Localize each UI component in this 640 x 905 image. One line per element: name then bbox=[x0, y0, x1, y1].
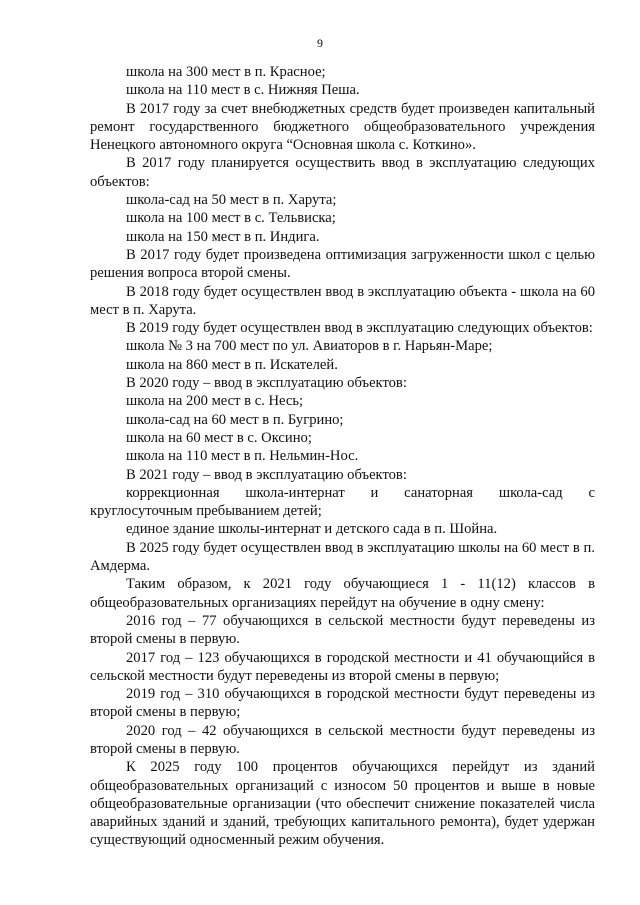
list-item: школа на 860 мест в п. Искателей. bbox=[126, 356, 338, 373]
list-item: школа на 100 мест в с. Тельвиска; bbox=[126, 210, 336, 227]
list-item: школа на 110 мест в с. Нижняя Пеша. bbox=[126, 82, 360, 99]
list-item: школа на 150 мест в п. Индига. bbox=[126, 228, 320, 245]
list-item: единое здание школы-интернат и детского сада в п. Шойна. bbox=[126, 521, 498, 538]
document-body bbox=[90, 63, 595, 850]
paragraph: В 2017 году планируется осуществить ввод в эксплуатацию следующих объектов: bbox=[90, 155, 595, 190]
list-item: школа-сад на 60 мест в п. Бугрино; bbox=[126, 411, 344, 428]
list-item: школа № 3 на 700 мест по ул. Авиаторов в г. Нарьян-Маре; bbox=[126, 338, 493, 355]
list-item: школа на 200 мест в с. Несь; bbox=[126, 393, 304, 410]
list-item: школа на 60 мест в с. Оксино; bbox=[126, 429, 312, 446]
list-item: школа на 300 мест в п. Красное; bbox=[126, 64, 326, 80]
list-item: школа-сад на 50 мест в п. Харута; bbox=[126, 192, 337, 209]
paragraph: 2020 год – 42 обучающихся в сельской местности будут переведены из второй смены в первую. bbox=[90, 722, 595, 757]
list-heading: В 2021 году – ввод в эксплуатацию объектов: bbox=[126, 466, 407, 483]
list-item-continuation: круглосуточным пребыванием детей; bbox=[90, 503, 322, 520]
paragraph: В 2019 году будет осуществлен ввод в эксплуатацию следующих объектов: bbox=[126, 320, 593, 337]
paragraph: Таким образом, к 2021 году обучающиеся 1 - 11(12) классов в общеобразовательных организациях перейдут на обучение в одну смену: bbox=[90, 576, 595, 611]
list-heading: В 2020 году – ввод в эксплуатацию объектов: bbox=[126, 375, 407, 392]
paragraph: В 2025 году будет осуществлен ввод в эксплуатацию школы на 60 мест в п. Амдерма. bbox=[90, 539, 595, 575]
list-item: школа на 110 мест в п. Нельмин-Нос. bbox=[126, 448, 359, 465]
paragraph: В 2018 году будет осуществлен ввод в эксплуатацию объекта - школа на 60 мест в п. Харута. bbox=[90, 283, 595, 318]
paragraph: В 2017 году будет произведена оптимизация загруженности школ с целью решения вопроса второй смены. bbox=[90, 246, 595, 282]
list-item: коррекционная школа-интернат и санаторная школа-сад с bbox=[126, 484, 595, 501]
paragraph: К 2025 году 100 процентов обучающихся перейдут из зданий общеобразовательных организаций с износом 50 процентов и выше в новые общеобразовательные организации (что обеспечит снижение показателей числа аварийных зданий и зданий, требующих капитального ремонта), будет удержан существующий односменный режим обучения. bbox=[90, 759, 595, 849]
paragraph: 2017 год – 123 обучающихся в городской местности и 41 обучающийся в сельской местности будут переведены из второй смены в первую; bbox=[90, 649, 595, 684]
paragraph: 2016 год – 77 обучающихся в сельской местности будут переведены из второй смены в первую. bbox=[90, 612, 595, 648]
page-number: 9 bbox=[317, 36, 323, 50]
paragraph: 2019 год – 310 обучающихся в городской местности будут переведены из второй смены в первую; bbox=[90, 686, 595, 721]
paragraph: В 2017 году за счет внебюджетных средств будет произведен капитальный ремонт государственного бюджетного общеобразовательного учреждения Ненецкого автономного округа “Основная школа с. Коткино». bbox=[90, 100, 595, 154]
